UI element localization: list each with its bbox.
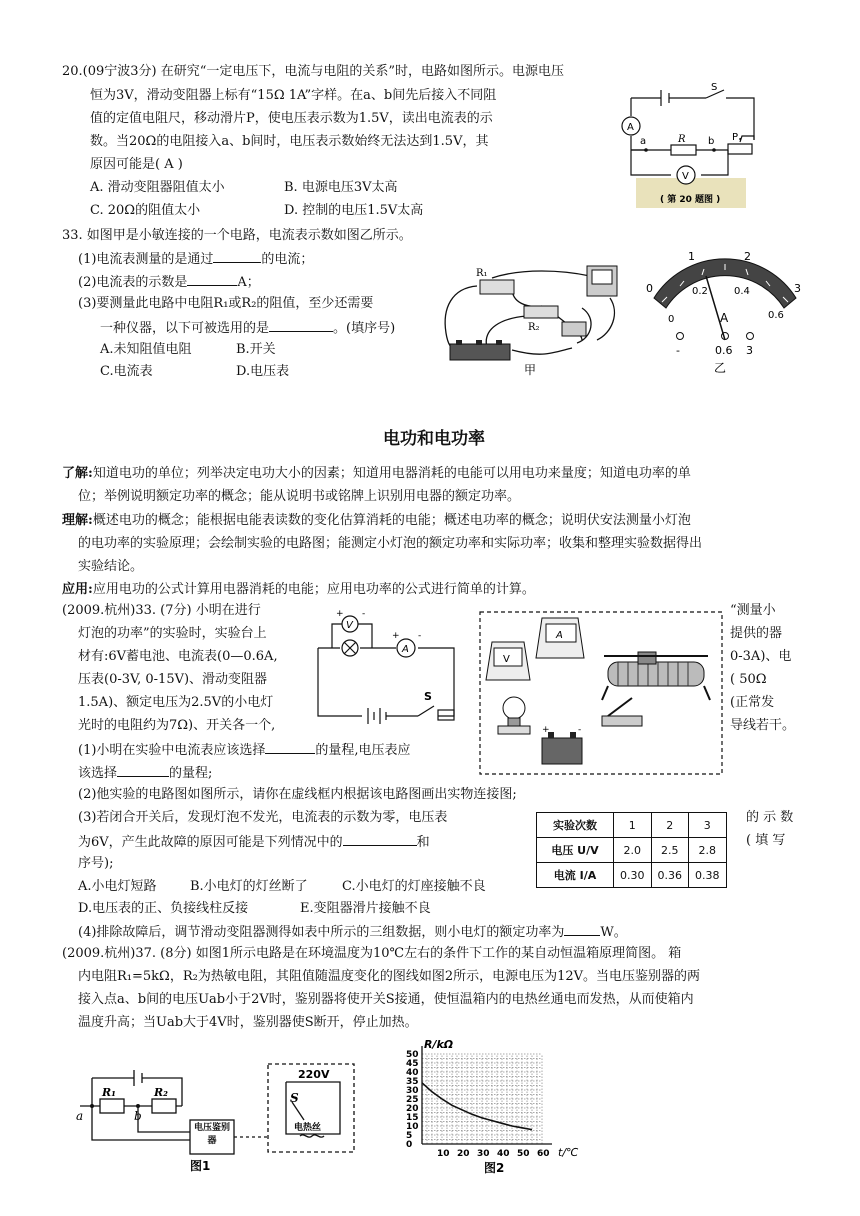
r1-label: R₁ [476, 268, 488, 279]
hz33-dashed-wiring-box [478, 610, 726, 778]
hz33-right1: “测量小 [730, 603, 776, 618]
ammeter-device [536, 618, 584, 658]
q33-part3-line2 [100, 318, 395, 338]
chart-y-axis-label: R/kΩ [424, 1038, 454, 1051]
dial-top-2: 2 [744, 250, 751, 263]
hz33-part1-tail: 的量程,电压表应 [315, 743, 411, 758]
know-line2: 位；举例说明额定功率的概念；能从说明书或铭牌上识别用电器的额定功率。 [78, 489, 521, 504]
chart-y-tick-label: 50 [406, 1050, 419, 1060]
chart-x-tick-label: 10 [437, 1149, 450, 1159]
table-header-row [537, 813, 727, 838]
know-label: 了解: [62, 466, 93, 481]
answer-blank[interactable] [269, 318, 333, 332]
q20-circuit-figure [616, 78, 766, 212]
hz33-part1-line2 [78, 763, 212, 783]
hz33-part4-text: (4)排除故障后，调节滑动变阻器测得如表中所示的三组数据，则小电灯的额定功率为 [78, 925, 565, 940]
answer-blank[interactable] [265, 740, 315, 754]
terminal-label-negative: - [676, 344, 680, 357]
hz33-line3: 材有:6V蓄电池、电流表(0—0.6A, [78, 649, 278, 664]
point-b-label: b [708, 136, 715, 147]
dial-bottom-0.2: 0.2 [692, 286, 708, 297]
slider-p-label: P [732, 132, 739, 143]
svg-text:+: + [542, 725, 550, 735]
hz33-part3-line3: 序号); [78, 856, 114, 871]
experiment-data-table [536, 812, 727, 888]
hz33-right5: (正常发 [730, 695, 775, 710]
chart-y-tick-label: 40 [406, 1068, 419, 1078]
answer-blank[interactable] [117, 763, 169, 777]
hz37-line3: 接入点a、b间的电压Uab小于2V时，鉴别器将使开关S接通，使恒温箱内的电热丝通电而发热，从而使箱内 [78, 992, 694, 1007]
hz33-part3-text: 为6V，产生此故障的原因可能是下列情况中的 [78, 835, 343, 850]
terminal-negative [677, 333, 684, 340]
table-row-label: 电压 U/V [537, 838, 614, 863]
chart-y-tick-label: 30 [406, 1086, 419, 1096]
chart-y-tick-label: 0 [406, 1140, 413, 1150]
resistor-r1 [480, 280, 514, 294]
q33-part2-tail: A； [237, 275, 260, 290]
voltmeter-label: V [682, 171, 689, 182]
understand-line3: 实验结论。 [78, 559, 144, 574]
understand-text-1: 概述电功的概念；能根据电能表读数的变化估算消耗的电能；概述电功率的概念；说明伏安法测量小灯泡 [92, 513, 691, 528]
lamp-device [498, 697, 530, 734]
r2-label: R₂ [528, 322, 540, 333]
hz33-part1 [78, 740, 411, 760]
answer-blank[interactable] [187, 272, 237, 286]
q33-option-c: C.电流表 [100, 364, 153, 379]
q20-option-b: B. 电源电压3V太高 [284, 180, 398, 195]
q20-line1: 20.(09宁波3分) 在研究“一定电压下，电流与电阻的关系”时，电路如图所示。电源电压 [62, 64, 565, 79]
dial-top-1: 1 [688, 250, 695, 263]
hz37-figure1-circuit [72, 1054, 362, 1174]
hz33-line4: 压表(0-3V, 0-15V)、滑动变阻器 [78, 672, 268, 687]
chart-y-tick-label: 35 [406, 1077, 419, 1087]
chart-y-tick-label: 45 [406, 1059, 419, 1069]
q33-line1: 33. 如图甲是小敏连接的一个电路，电流表示数如图乙所示。 [62, 228, 412, 243]
switch-label: S [424, 690, 432, 703]
chart-y-tick-label: 25 [406, 1095, 419, 1105]
voltage-discriminator-label: 电压鉴别器 [193, 1123, 230, 1146]
battery-pack [450, 344, 510, 360]
node-a-label: a [76, 1109, 84, 1123]
know-line1 [62, 465, 691, 483]
svg-text:-: - [578, 725, 582, 735]
yi-label: 乙 [714, 361, 727, 375]
jia-label: 甲 [524, 363, 537, 377]
table-cell: 2.0 [614, 838, 652, 863]
hz33-part2: (2)他实验的电路图如图所示，请你在虚线框内根据该电路图画出实物连接图; [78, 787, 517, 802]
q33-part3-tail: 。(填序号) [333, 321, 396, 336]
q33-part1-text: (1)电流表测量的是通过 [78, 252, 214, 267]
table-header-cell: 2 [651, 813, 689, 838]
ammeter-label: A [402, 644, 409, 655]
understand-line2: 的电功率的实验原理；会绘制实验的电路图；能测定小灯泡的额定功率和实际功率；收集和整理实验数据得出 [78, 536, 703, 551]
q33-option-d: D.电压表 [236, 364, 290, 379]
table-row [537, 838, 727, 863]
dashed-frame [480, 612, 722, 774]
hz33-part3-line2 [78, 832, 430, 852]
q33-part1 [78, 249, 313, 269]
apply-line [62, 581, 535, 599]
understand-line1 [62, 512, 691, 530]
chart-x-axis-label: t/℃ [558, 1146, 579, 1159]
apply-label: 应用: [62, 582, 93, 597]
understand-label: 理解: [62, 513, 93, 528]
chart-x-tick-label: 60 [537, 1149, 550, 1159]
table-row-label: 电流 I/A [537, 863, 614, 888]
table-header-cell: 1 [614, 813, 652, 838]
hz33-option-c: C.小电灯的灯座接触不良 [342, 879, 486, 894]
answer-blank[interactable] [343, 832, 417, 846]
q33-part2-text: (2)电流表的示数是 [78, 275, 188, 290]
dial-bottom-0.4: 0.4 [734, 286, 750, 297]
r2-label: R₂ [154, 1086, 168, 1099]
hz33-part4-tail: W。 [600, 925, 627, 940]
voltmeter-label: V [346, 620, 353, 631]
q20-line5: 原因可能是( A ) [90, 157, 183, 172]
figure2-caption: 图2 [484, 1161, 505, 1175]
table-row [537, 863, 727, 888]
chart-x-tick-label: 30 [477, 1149, 490, 1159]
dial-bottom-0: 0 [668, 314, 675, 325]
know-text-1: 知道电功的单位；列举决定电功大小的因素；知道用电器消耗的电能可以用电功来量度；知道电功率的单 [92, 466, 691, 481]
terminal-label-3: 3 [746, 344, 753, 357]
svg-text:-: - [418, 631, 422, 641]
q33-figure-jia [432, 258, 632, 378]
dial-unit: A [720, 311, 729, 325]
hz33-line5: 1.5A)、额定电压为2.5V的小电灯 [78, 695, 274, 710]
apply-text: 应用电功的公式计算用电器消耗的电能；应用电功率的公式进行简单的计算。 [92, 582, 535, 597]
q20-line3: 值的定值电阻尺，移动滑片P，使电压表示数为1.5V，读出电流表的示 [90, 111, 493, 126]
dial-bottom-0.6: 0.6 [768, 310, 784, 321]
svg-text:+: + [336, 609, 344, 619]
q33-option-b: B.开关 [236, 342, 276, 357]
battery-device [542, 725, 582, 764]
ammeter-label: A [627, 122, 634, 133]
hz33-right3: 0-3A)、电 [730, 649, 792, 664]
table-header-cell: 3 [689, 813, 727, 838]
hz33-option-e: E.变阻器滑片接触不良 [300, 901, 431, 916]
hz33-right4: ( 50Ω [730, 672, 767, 687]
q20-line4: 数。当20Ω的电阻接入a、b间时，电压表示数始终无法达到1.5V，其 [90, 134, 489, 149]
hz33-part4 [78, 922, 627, 942]
figure1-caption: 图1 [190, 1159, 211, 1173]
hz33-part3-line1: (3)若闭合开关后，发现灯泡不发光，电流表的示数为零，电压表 [78, 810, 448, 825]
q33-part2 [78, 272, 260, 292]
table-cell: 2.8 [689, 838, 727, 863]
q33-option-a: A.未知阻值电阻 [100, 342, 192, 357]
point-a-label: a [640, 136, 647, 147]
q20-option-d: D. 控制的电压1.5V太高 [284, 203, 424, 218]
table-cell: 2.5 [651, 838, 689, 863]
chart-y-tick-label: 20 [406, 1104, 419, 1114]
terminal-3 [747, 333, 754, 340]
svg-text:+: + [392, 631, 400, 641]
q20-option-c: C. 20Ω的阻值太小 [90, 203, 201, 218]
switch [562, 322, 586, 336]
chart-x-tick-label: 20 [457, 1149, 470, 1159]
hz37-figure2-chart [392, 1036, 592, 1176]
chart-y-tick-label: 5 [406, 1131, 413, 1141]
rheostat-device [602, 652, 710, 700]
hz33-line2: 灯泡的功率”的实验时，实验台上 [78, 626, 267, 641]
chart-y-tick-label: 15 [406, 1113, 419, 1123]
hz33-line1: (2009.杭州)33. (7分) 小明在进行 [62, 603, 261, 618]
hz33-part3-right2: ( 填 写 [746, 833, 786, 848]
hz37-line1: (2009.杭州)37. (8分) 如图1所示电路是在环境温度为10℃左右的条件下工作的某自动恒温箱原理简图。 箱 [62, 946, 682, 961]
chart-x-tick-label: 40 [497, 1149, 510, 1159]
switch-s-label: S [290, 1091, 299, 1105]
hz33-part1-text2: 该选择 [78, 766, 118, 781]
hz37-line2: 内电阻R₁=5kΩ，R₂为热敏电阻，其阻值随温度变化的图线如图2所示，电源电压为12V。当电压鉴别器的两 [78, 969, 701, 984]
hz33-line6: 光时的电阻约为7Ω)、开关各一个, [78, 718, 276, 733]
hz33-right2: 提供的器 [730, 626, 783, 641]
hz33-part1-text: (1)小明在实验中电流表应该选择 [78, 743, 266, 758]
svg-text:V: V [503, 654, 510, 665]
hz33-option-d: D.电压表的正、负接线柱反接 [78, 901, 249, 916]
svg-text:-: - [362, 609, 366, 619]
hz33-part3-right1: 的 示 数 [746, 810, 794, 825]
dial-pointer [706, 276, 725, 340]
chart-x-tick-label: 50 [517, 1149, 530, 1159]
voltage-220-label: 220V [298, 1068, 330, 1081]
hz33-right6: 导线若干。 [730, 718, 796, 733]
hz33-part1-tail2: 的量程; [169, 766, 213, 781]
q33-part3-text: 一种仪器，以下可被选用的是 [100, 321, 270, 336]
q33-part3-line1: (3)要测量此电路中电阻R₁或R₂的阻值，至少还需要 [78, 296, 374, 311]
voltmeter-device [486, 642, 530, 680]
hz33-circuit-diagram [306, 606, 474, 736]
table-cell: 0.36 [651, 863, 689, 888]
table-cell: 0.30 [614, 863, 652, 888]
answer-blank[interactable] [213, 249, 261, 263]
q20-figure-caption: ( 第 20 题图 ) [660, 195, 721, 205]
table-header-cell: 实验次数 [537, 813, 614, 838]
q33-figure-yi-dial [640, 244, 810, 376]
switch-label: S [711, 82, 718, 93]
q20-line2: 恒为3V，滑动变阻器上标有“15Ω 1A”字样。在a、b间先后接入不同阻 [90, 88, 497, 103]
q20-option-a: A. 滑动变阻器阻值太小 [90, 180, 225, 195]
hz33-part3-and: 和 [416, 835, 430, 850]
resistor-r2 [524, 306, 558, 318]
hz37-line4: 温度升高；当Uab大于4V时，鉴别器使S断开，停止加热。 [78, 1015, 418, 1030]
section-title: 电功和电功率 [383, 429, 485, 449]
svg-text:A: A [556, 630, 563, 641]
chart-y-tick-label: 10 [406, 1122, 419, 1132]
answer-blank[interactable] [564, 922, 600, 936]
heater-label: 电热丝 [294, 1123, 322, 1133]
resistor-label: R [678, 134, 686, 145]
table-cell: 0.38 [689, 863, 727, 888]
hz33-option-b: B.小电灯的灯丝断了 [190, 879, 308, 894]
q33-part1-tail: 的电流； [261, 252, 314, 267]
r1-label: R₁ [102, 1086, 116, 1099]
switch-device [602, 698, 642, 726]
dial-top-3: 3 [794, 282, 801, 295]
node-b-label: b [134, 1109, 142, 1123]
hz33-option-a: A.小电灯短路 [78, 879, 157, 894]
terminal-label-0.6: 0.6 [715, 344, 733, 357]
dial-top-0: 0 [646, 282, 653, 295]
